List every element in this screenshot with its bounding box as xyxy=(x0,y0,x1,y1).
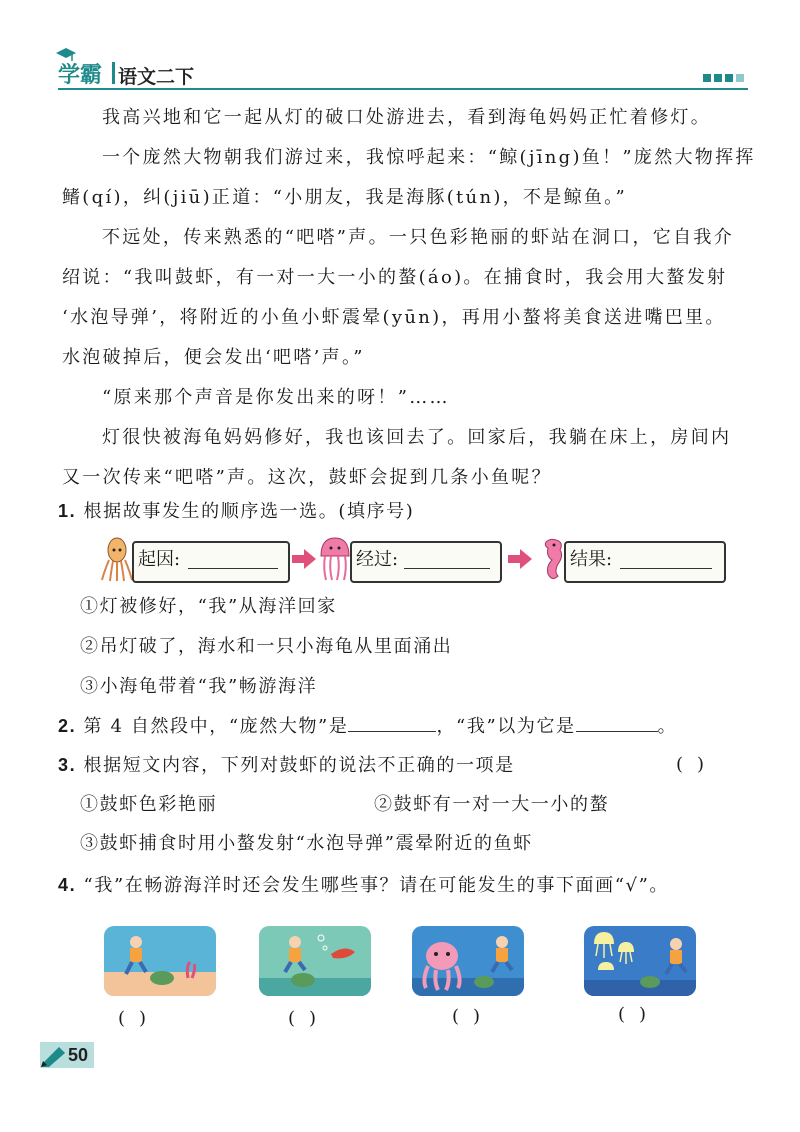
q1-option-1: ①灯被修好，“我”从海洋回家 xyxy=(80,596,337,617)
scene-boy-turtle-shrimp[interactable] xyxy=(259,926,371,996)
result-label: 结果: xyxy=(570,549,613,570)
question-4-number: 4. xyxy=(58,875,77,895)
squid-icon xyxy=(100,536,134,582)
q1-option-3: ③小海龟带着“我”畅游海洋 xyxy=(80,676,318,697)
question-2-text-1: 第 4 自然段中，“庞然大物”是 xyxy=(83,716,349,737)
pencil-icon xyxy=(41,1043,67,1067)
arrow-right-icon xyxy=(508,549,532,569)
q4-answer-paren-1[interactable]: () xyxy=(118,1008,161,1029)
story-line-6: ‘水泡导弹’，将附近的小鱼小虾震晕(yūn)，再用小螯将美食送进嘴巴里。 xyxy=(62,307,726,328)
cause-label: 起因: xyxy=(138,549,181,570)
question-4-text: “我”在畅游海洋时还会发生哪些事？请在可能发生的事下面画“√”。 xyxy=(83,875,670,896)
question-3-text: 根据短文内容，下列对鼓虾的说法不正确的一项是 xyxy=(83,755,515,776)
story-line-1: 我高兴地和它一起从灯的破口处游进去，看到海龟妈妈正忙着修灯。 xyxy=(102,107,711,128)
header-decoration xyxy=(703,74,744,82)
question-2-text-3: 。 xyxy=(657,716,678,737)
question-2-text-2: ，“我”以为它是 xyxy=(436,716,576,737)
story-line-3: 鳍(qí)，纠(jiū)正道：“小朋友，我是海豚(tún)，不是鲸鱼。” xyxy=(62,187,627,208)
arrow-right-icon xyxy=(292,549,316,569)
brand-logo: 学霸 xyxy=(58,63,103,88)
q1-option-2: ②吊灯破了，海水和一只小海龟从里面涌出 xyxy=(80,636,453,657)
question-4 xyxy=(58,870,669,901)
header-separator xyxy=(112,62,115,84)
story-line-5: 绍说：“我叫鼓虾，有一对一大一小的螯(áo)。在捕食时，我会用大螯发射 xyxy=(62,267,728,288)
book-title: 语文二下 xyxy=(118,66,195,88)
result-blank[interactable] xyxy=(620,568,712,569)
story-line-4: 不远处，传来熟悉的“吧嗒”声。一只色彩艳丽的虾站在洞口，它自我介 xyxy=(102,227,735,248)
process-blank[interactable] xyxy=(404,568,490,569)
scene-boy-jellyfish-turtle[interactable] xyxy=(584,926,696,996)
question-3-number: 3. xyxy=(58,755,77,775)
cause-blank[interactable] xyxy=(188,568,278,569)
seahorse-icon xyxy=(534,536,568,582)
jellyfish-icon xyxy=(318,536,352,582)
story-line-8: “原来那个声音是你发出来的呀！”…… xyxy=(102,387,450,408)
q3-option-2: ②鼓虾有一对一大一小的螯 xyxy=(374,794,610,815)
question-3 xyxy=(58,750,515,781)
story-line-10: 又一次传来“吧嗒”声。这次，鼓虾会捉到几条小鱼呢？ xyxy=(62,467,552,488)
scene-boy-octopus-turtle[interactable] xyxy=(412,926,524,996)
page-header xyxy=(58,52,748,92)
q3-option-3: ③鼓虾捕食时用小螯发射“水泡导弹”震晕附近的鱼虾 xyxy=(80,833,533,854)
question-1-text: 根据故事发生的顺序选一选。(填序号) xyxy=(83,501,415,522)
question-2 xyxy=(58,711,677,742)
scene-boy-turtle-coral[interactable] xyxy=(104,926,216,996)
q4-answer-paren-4[interactable]: () xyxy=(618,1004,661,1025)
story-line-9: 灯很快被海龟妈妈修好，我也该回去了。回家后，我躺在床上，房间内 xyxy=(102,427,732,448)
q3-option-1: ①鼓虾色彩艳丽 xyxy=(80,794,218,815)
q2-blank-1[interactable] xyxy=(348,713,436,732)
q2-blank-2[interactable] xyxy=(576,713,658,732)
story-line-2: 一个庞然大物朝我们游过来，我惊呼起来：“鲸(jīng)鱼！”庞然大物挥挥 xyxy=(102,147,756,168)
question-2-number: 2. xyxy=(58,716,77,736)
q4-answer-paren-2[interactable]: () xyxy=(288,1008,331,1029)
q4-answer-paren-3[interactable]: () xyxy=(452,1006,495,1027)
question-1 xyxy=(58,496,414,527)
page-number: 50 xyxy=(68,1045,89,1065)
story-line-7: 水泡破掉后，便会发出‘吧嗒’声。” xyxy=(62,347,365,368)
q3-answer-paren[interactable]: () xyxy=(676,754,719,775)
process-label: 经过: xyxy=(356,549,399,570)
question-1-number: 1. xyxy=(58,501,77,521)
header-rule xyxy=(58,88,748,90)
